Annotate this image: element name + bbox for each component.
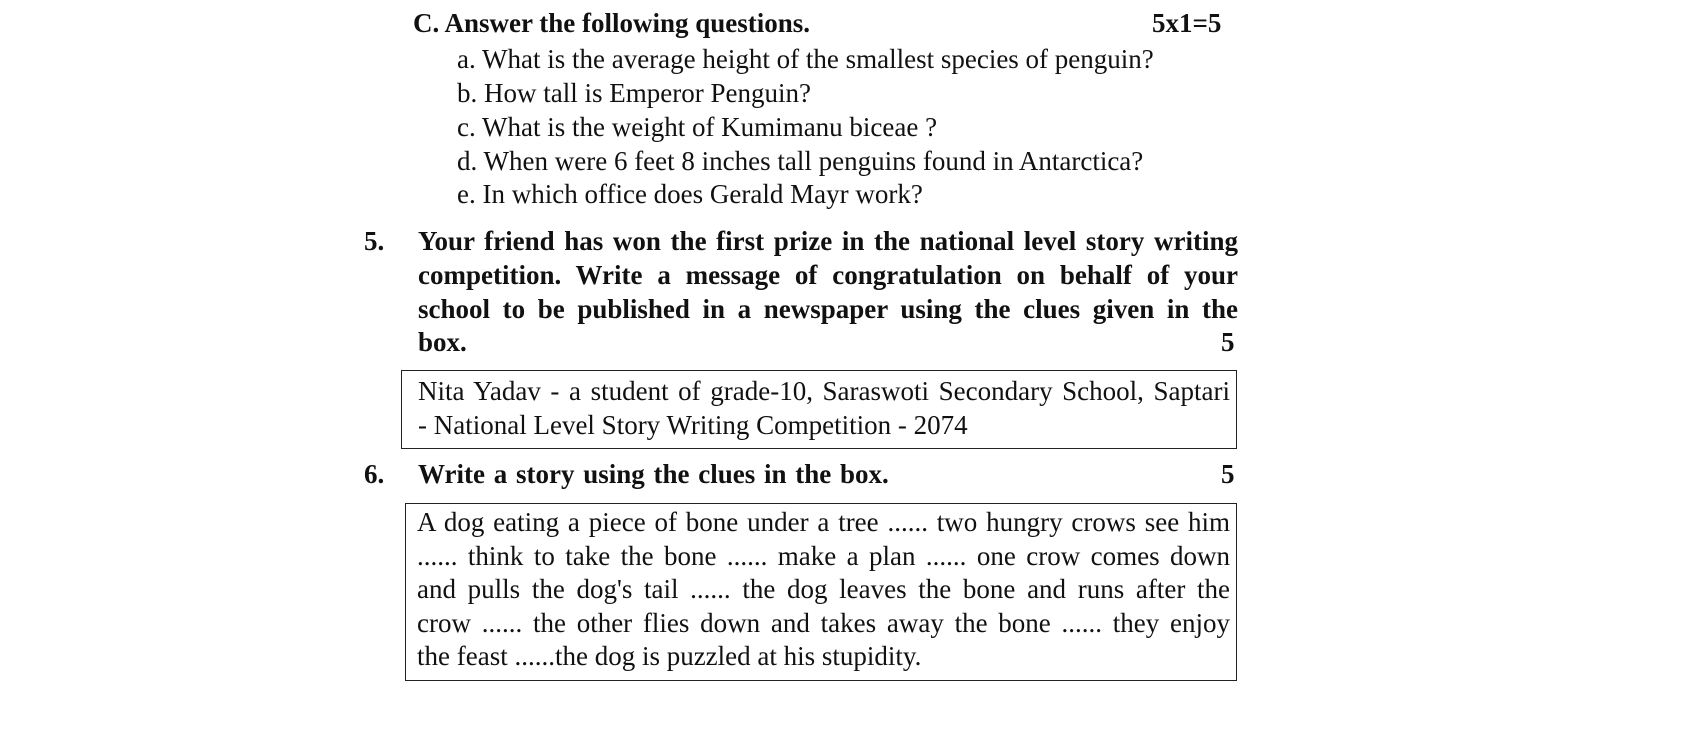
section-c-marks: 5x1=5 (1152, 8, 1222, 38)
q5-marks: 5 (1221, 327, 1235, 357)
question-b: b. How tall is Emperor Penguin? (457, 78, 811, 108)
q6-clue-line-2: ...... think to take the bone ...... make a plan ...... one crow comes down (417, 540, 1230, 571)
question-c: c. What is the weight of Kumimanu biceae ? (457, 112, 938, 142)
question-a: a. What is the average height of the smallest species of penguin? (457, 44, 1154, 74)
q5-line-3: school to be published in a newspaper using the clues given in the (418, 294, 1238, 324)
question-e: e. In which office does Gerald Mayr work? (457, 179, 923, 209)
q6-clue-line-5: the feast ......the dog is puzzled at his stupidity. (417, 641, 922, 672)
q6-clue-line-4: crow ...... the other flies down and takes away the bone ...... they enjoy (417, 607, 1230, 638)
q6-marks: 5 (1221, 459, 1235, 489)
q6-clue-line-1: A dog eating a piece of bone under a tree ...... two hungry crows see him (417, 507, 1230, 537)
q5-line-2: competition. Write a message of congratulation on behalf of your (418, 260, 1238, 290)
q6-prompt: Write a story using the clues in the box. (418, 459, 889, 489)
q5-clue-line-2: - National Level Story Writing Competition - 2074 (418, 410, 968, 440)
question-d: d. When were 6 feet 8 inches tall penguins found in Antarctica? (457, 146, 1144, 176)
q5-clue-box (401, 370, 1237, 449)
q5-number: 5. (364, 226, 385, 256)
section-c-title: C. Answer the following questions. (413, 8, 811, 38)
q6-clue-box (405, 503, 1237, 681)
q5-clue-line-1: Nita Yadav - a student of grade-10, Saraswoti Secondary School, Saptari (418, 376, 1230, 406)
q6-number: 6. (364, 459, 385, 489)
q5-line-1: Your friend has won the first prize in the national level story writing (418, 226, 1238, 256)
q6-clue-line-3: and pulls the dog's tail ...... the dog leaves the bone and runs after the (417, 574, 1230, 605)
q5-line-4: box. (418, 327, 467, 357)
